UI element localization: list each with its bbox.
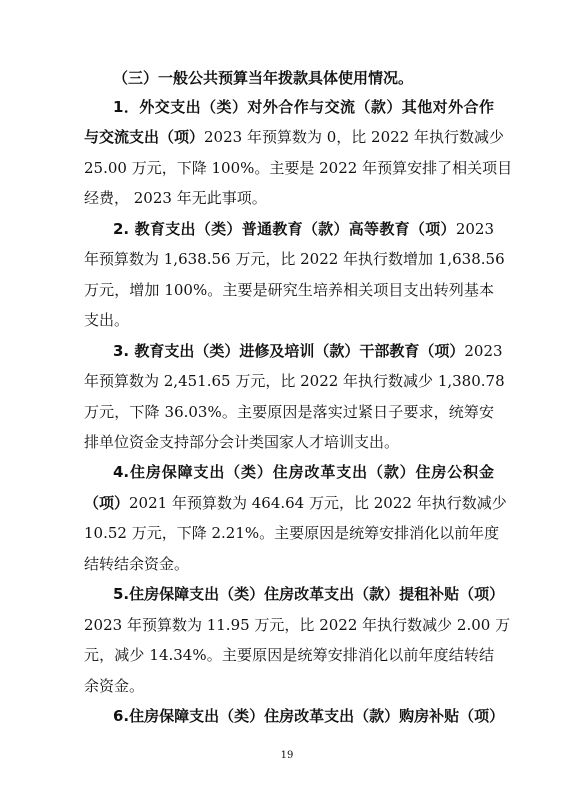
item-4-line-2 [84, 493, 507, 513]
item-4-line-1 [113, 462, 494, 482]
item-4-line-2-bold: （项） [84, 494, 130, 512]
item-1-line-1-bold: 1．外交支出（类）对外合作与交流（款）其他对外合作 [113, 98, 494, 116]
item-1-line-3-text: 25.00 万元，下降 100%。主要是 2022 年预算安排了相关项目 [84, 159, 513, 177]
item-5-line-4 [84, 676, 494, 696]
item-5-line-3-text: 元，减少 14.34%。主要原因是统筹安排消化以前年度结转结 [84, 646, 494, 664]
item-3-line-2 [84, 371, 505, 391]
item-5-line-1 [113, 584, 505, 604]
item-3-line-4 [84, 432, 494, 452]
item-5-line-2 [84, 615, 511, 635]
item-2-line-3-text: 万元，增加 100%。主要是研究生培养相关项目支出转列基本 [84, 281, 494, 299]
item-3-line-1 [113, 341, 503, 361]
item-1-line-4-text: 经费， 2023 年无此事项。 [84, 189, 267, 207]
item-2-line-1-text: 2023 [455, 220, 494, 238]
item-5-line-3 [84, 645, 494, 665]
item-3-line-1-text: 2023 [464, 342, 503, 360]
item-4-line-2-text: 2021 年预算数为 464.64 万元，比 2022 年执行数减少 [129, 494, 507, 512]
page-number: 19 [280, 750, 294, 761]
item-3-line-1-bold: 3. 教育支出（类）进修及培训（款）干部教育（项） [113, 342, 465, 360]
item-1-line-4 [84, 188, 494, 208]
item-4-line-4-text: 结转结余资金。 [84, 555, 190, 573]
item-2-line-3 [84, 280, 494, 300]
item-1-line-2-text: 2023 年预算数为 0，比 2022 年执行数减少 [204, 128, 504, 146]
item-4-line-1-bold: 4.住房保障支出（类）住房改革支出（款）住房公积金 [113, 463, 494, 481]
item-5-line-4-text: 余资金。 [84, 677, 145, 695]
item-4-line-4 [84, 554, 494, 574]
item-5-line-2-text: 2023 年预算数为 11.95 万元，比 2022 年执行数减少 2.00 万 [84, 616, 511, 634]
section-heading: （三）一般公共预算当年拨款具体使用情况。 [113, 69, 414, 87]
item-3-line-3 [84, 402, 494, 422]
item-2-line-1-bold: 2. 教育支出（类）普通教育（款）高等教育（项） [113, 220, 456, 238]
item-2-line-4 [84, 310, 494, 330]
item-3-line-4-text: 排单位资金支持部分会计类国家人才培训支出。 [84, 433, 400, 451]
item-6-line-1 [113, 706, 505, 726]
item-2-line-1 [113, 219, 494, 239]
item-2-line-2 [84, 249, 505, 269]
item-4-line-3 [84, 523, 500, 543]
item-5-line-1-bold: 5.住房保障支出（类）住房改革支出（款）提租补贴（项） [113, 585, 505, 603]
item-3-line-2-text: 年预算数为 2,451.65 万元，比 2022 年执行数减少 1,380.78 [84, 372, 505, 390]
item-2-line-4-text: 支出。 [84, 311, 130, 329]
item-1-line-2-bold: 与交流支出（项） [84, 128, 205, 146]
item-3-line-3-text: 万元，下降 36.03%。主要原因是落实过紧日子要求，统筹安 [84, 403, 494, 421]
item-4-line-3-text: 10.52 万元，下降 2.21%。主要原因是统筹安排消化以前年度 [84, 524, 500, 542]
item-6-line-1-bold: 6.住房保障支出（类）住房改革支出（款）购房补贴（项） [113, 707, 505, 725]
item-2-line-2-text: 年预算数为 1,638.56 万元，比 2022 年执行数增加 1,638.56 [84, 250, 505, 268]
item-1-line-1 [113, 97, 494, 117]
item-1-line-3 [84, 158, 513, 178]
item-1-line-2 [84, 127, 504, 147]
